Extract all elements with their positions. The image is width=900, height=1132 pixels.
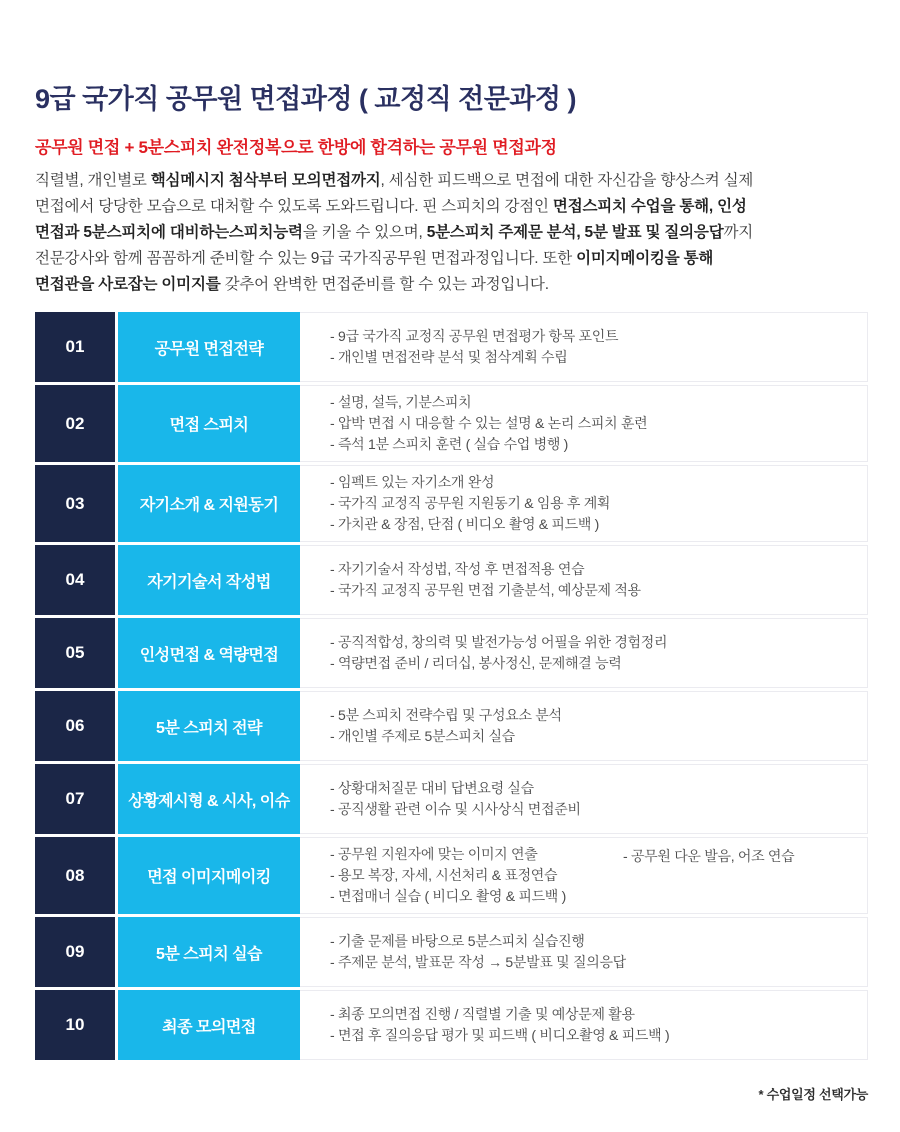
row-details (300, 691, 868, 761)
row-topic-label: 자기기술서 작성법 (115, 545, 300, 615)
row-number: 10 (35, 990, 115, 1060)
table-row (35, 917, 868, 987)
detail-line: - 상황대처질문 대비 답변요령 실습 (330, 780, 534, 796)
row-number: 08 (35, 837, 115, 914)
table-row (35, 545, 868, 615)
intro-emphasis-text: 면접스피치 수업을 통해, 인성 (552, 198, 747, 215)
detail-line: - 공직생활 관련 이슈 및 시사상식 면접준비 (330, 801, 581, 817)
table-row (35, 837, 868, 914)
row-topic-label: 5분 스피치 실습 (115, 917, 300, 987)
intro-emphasis-text: 이미지메이킹을 통해 (576, 250, 714, 267)
row-details (300, 465, 868, 542)
curriculum-table (35, 312, 868, 1060)
detail-line: - 개인별 면접전략 분석 및 첨삭계획 수립 (330, 349, 568, 365)
table-row (35, 618, 868, 688)
row-topic-label: 자기소개 & 지원동기 (115, 465, 300, 542)
detail-line: - 압박 면접 시 대응할 수 있는 설명 & 논리 스피치 훈련 (330, 415, 648, 431)
detail-side-note: - 공무원 다운 발음, 어조 연습 (623, 848, 795, 864)
detail-line: - 개인별 주제로 5분스피치 실습 (330, 728, 515, 744)
intro-text: 갖추어 완벽한 면접준비를 할 수 있는 과정입니다. (220, 276, 549, 293)
detail-line: - 가치관 & 장점, 단점 ( 비디오 촬영 & 피드백 ) (330, 516, 600, 532)
detail-line: - 국가직 교정직 공무원 면접 기출분석, 예상문제 적용 (330, 582, 641, 598)
row-number: 01 (35, 312, 115, 382)
row-details (300, 917, 868, 987)
detail-line: - 용모 복장, 자세, 시선처리 & 표정연습 (330, 867, 558, 883)
intro-emphasis-text: 면접관을 사로잡는 이미지를 (35, 276, 221, 293)
table-row (35, 691, 868, 761)
table-row (35, 385, 868, 462)
row-number: 04 (35, 545, 115, 615)
row-details (300, 990, 868, 1060)
intro-text: 을 키울 수 있으며, (302, 224, 427, 241)
detail-line: - 설명, 설득, 기분스피치 (330, 394, 472, 410)
table-row (35, 990, 868, 1060)
intro-line (35, 272, 868, 298)
row-details (300, 545, 868, 615)
detail-line: - 공직적합성, 창의력 및 발전가능성 어필을 위한 경험정리 (330, 634, 668, 650)
detail-line: - 공무원 지원자에 맞는 이미지 연출 (330, 846, 538, 862)
detail-line: - 임펙트 있는 자기소개 완성 (330, 474, 495, 490)
table-row (35, 312, 868, 382)
row-number: 02 (35, 385, 115, 462)
row-details (300, 385, 868, 462)
row-topic-label: 5분 스피치 전략 (115, 691, 300, 761)
detail-line: - 최종 모의면접 진행 / 직렬별 기출 및 예상문제 활용 (330, 1006, 635, 1022)
row-topic-label: 공무원 면접전략 (115, 312, 300, 382)
detail-line: - 5분 스피치 전략수립 및 구성요소 분석 (330, 707, 562, 723)
row-details (300, 837, 868, 914)
row-details (300, 764, 868, 834)
detail-line: - 국가직 교정직 공무원 지원동기 & 임용 후 계획 (330, 495, 611, 511)
row-topic-label: 면접 스피치 (115, 385, 300, 462)
page-title: 9급 국가직 공무원 면접과정 ( 교정직 전문과정 ) (35, 84, 576, 114)
intro-text: 까지 (723, 224, 754, 241)
intro-line (35, 194, 868, 220)
intro-line (35, 168, 868, 194)
row-number: 03 (35, 465, 115, 542)
intro-line (35, 220, 868, 246)
detail-line: - 자기기술서 작성법, 작성 후 면접적용 연습 (330, 561, 585, 577)
row-number: 05 (35, 618, 115, 688)
row-topic-label: 면접 이미지메이킹 (115, 837, 300, 914)
schedule-footnote: * 수업일정 선택가능 (758, 1087, 868, 1102)
intro-text: 면접에서 당당한 모습으로 대처할 수 있도록 도와드립니다. 핀 스피치의 강점인 (35, 198, 553, 215)
detail-line: - 즉석 1분 스피치 훈련 ( 실습 수업 병행 ) (330, 436, 569, 452)
row-details (300, 618, 868, 688)
intro-text: 전문강사와 함께 꼼꼼하게 준비할 수 있는 9급 국가직공무원 면접과정입니다. 또한 (35, 250, 577, 267)
row-details (300, 312, 868, 382)
intro-paragraph (35, 168, 868, 298)
table-row (35, 764, 868, 834)
row-number: 06 (35, 691, 115, 761)
row-topic-label: 인성면접 & 역량면접 (115, 618, 300, 688)
detail-line: - 면접 후 질의응답 평가 및 피드백 ( 비디오촬영 & 피드백 ) (330, 1027, 670, 1043)
intro-emphasis-text: 면접과 5분스피치에 대비하는스피치능력 (35, 224, 303, 241)
row-number: 07 (35, 764, 115, 834)
intro-line (35, 246, 868, 272)
intro-text: , 세심한 피드백으로 면접에 대한 자신감을 향상스켜 실제 (380, 172, 754, 189)
page-subtitle: 공무원 면접 + 5분스피치 완전정복으로 한방에 합격하는 공무원 면접과정 (35, 138, 557, 157)
intro-text: 직렬별, 개인별로 (35, 172, 151, 189)
row-number: 09 (35, 917, 115, 987)
detail-line: - 면접매너 실습 ( 비디오 촬영 & 피드백 ) (330, 888, 566, 904)
row-topic-label: 최종 모의면접 (115, 990, 300, 1060)
detail-line: - 역량면접 준비 / 리더십, 봉사정신, 문제해결 능력 (330, 655, 622, 671)
detail-line: - 주제문 분석, 발표문 작성 → 5분발표 및 질의응답 (330, 954, 626, 970)
intro-emphasis-text: 5분스피치 주제문 분석, 5분 발표 및 질의응답 (426, 224, 724, 241)
detail-line: - 9급 국가직 교정직 공무원 면접평가 항목 포인트 (330, 328, 619, 344)
row-topic-label: 상황제시형 & 시사, 이슈 (115, 764, 300, 834)
intro-emphasis-text: 핵심메시지 첨삭부터 모의면접까지 (150, 172, 381, 189)
table-row (35, 465, 868, 542)
detail-line: - 기출 문제를 바탕으로 5분스피치 실습진행 (330, 933, 585, 949)
